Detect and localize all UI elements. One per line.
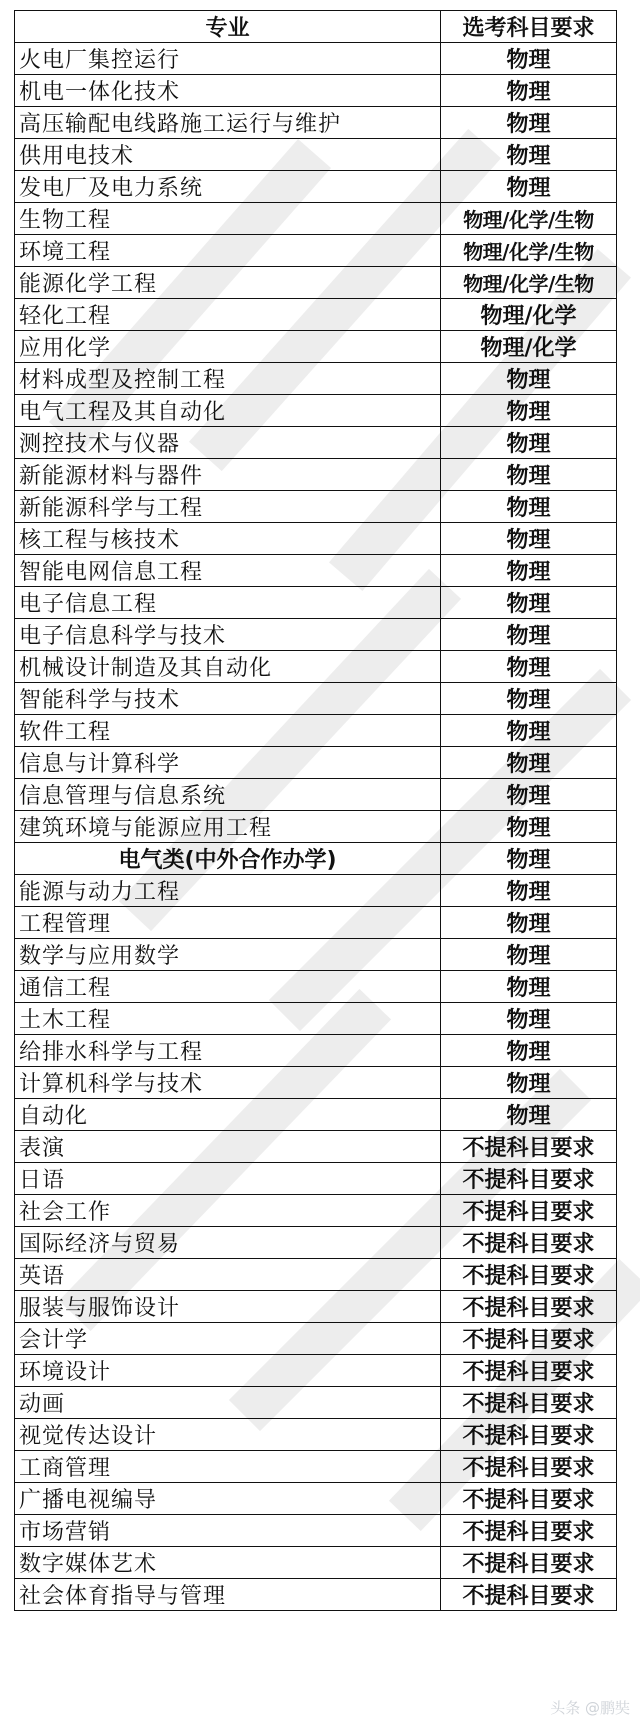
major-cell: 供用电技术 [15,139,441,171]
major-cell: 测控技术与仪器 [15,427,441,459]
major-cell: 生物工程 [15,203,441,235]
table-row [15,715,617,747]
major-cell: 国际经济与贸易 [15,1227,441,1259]
table-body [15,43,617,1611]
major-cell: 机电一体化技术 [15,75,441,107]
table-row [15,1323,617,1355]
table-row [15,1355,617,1387]
table-row [15,619,617,651]
requirement-cell: 物理 [441,75,617,107]
major-cell: 软件工程 [15,715,441,747]
table-header-row [15,11,617,43]
table-row [15,1291,617,1323]
major-cell: 工程管理 [15,907,441,939]
table-row [15,651,617,683]
major-cell: 火电厂集控运行 [15,43,441,75]
requirement-cell: 物理 [441,715,617,747]
table-row [15,395,617,427]
major-cell: 环境工程 [15,235,441,267]
major-cell: 新能源科学与工程 [15,491,441,523]
requirement-cell: 物理 [441,1099,617,1131]
requirement-cell: 不提科目要求 [441,1483,617,1515]
requirement-cell: 物理 [441,1067,617,1099]
major-cell: 数字媒体艺术 [15,1547,441,1579]
major-cell: 视觉传达设计 [15,1419,441,1451]
major-cell: 社会工作 [15,1195,441,1227]
major-cell: 核工程与核技术 [15,523,441,555]
table-row [15,523,617,555]
requirement-cell: 不提科目要求 [441,1163,617,1195]
requirement-cell: 物理/化学/生物 [441,235,617,267]
table-row [15,1259,617,1291]
table-row [15,939,617,971]
major-cell: 智能科学与技术 [15,683,441,715]
requirement-cell: 不提科目要求 [441,1323,617,1355]
table-row [15,363,617,395]
major-cell: 服装与服饰设计 [15,1291,441,1323]
requirement-cell: 物理 [441,459,617,491]
major-cell: 日语 [15,1163,441,1195]
table-row [15,139,617,171]
major-cell: 高压输配电线路施工运行与维护 [15,107,441,139]
table-row [15,779,617,811]
requirement-cell: 不提科目要求 [441,1131,617,1163]
major-cell: 信息管理与信息系统 [15,779,441,811]
major-cell: 数学与应用数学 [15,939,441,971]
requirement-cell: 不提科目要求 [441,1259,617,1291]
requirement-cell: 物理 [441,843,617,875]
major-cell: 给排水科学与工程 [15,1035,441,1067]
table-row [15,43,617,75]
table-row [15,331,617,363]
major-cell: 社会体育指导与管理 [15,1579,441,1611]
table-row [15,267,617,299]
table-row [15,1419,617,1451]
table-row [15,843,617,875]
major-cell: 新能源材料与器件 [15,459,441,491]
table-row [15,1067,617,1099]
major-cell: 材料成型及控制工程 [15,363,441,395]
major-cell: 电子信息工程 [15,587,441,619]
requirement-cell: 不提科目要求 [441,1291,617,1323]
table-row [15,491,617,523]
requirement-cell: 物理/化学/生物 [441,267,617,299]
header-major: 专业 [15,11,441,43]
requirement-cell: 物理 [441,651,617,683]
requirement-cell: 物理 [441,43,617,75]
table-row [15,555,617,587]
major-cell: 电气类(中外合作办学) [15,843,441,875]
requirement-cell: 物理 [441,811,617,843]
requirement-cell: 物理/化学/生物 [441,203,617,235]
requirement-cell: 物理/化学 [441,299,617,331]
table-row [15,1163,617,1195]
requirement-cell: 物理 [441,491,617,523]
table-row [15,811,617,843]
requirement-cell: 物理 [441,779,617,811]
table-row [15,235,617,267]
table-row [15,683,617,715]
requirement-cell: 不提科目要求 [441,1387,617,1419]
major-cell: 市场营销 [15,1515,441,1547]
major-cell: 发电厂及电力系统 [15,171,441,203]
requirement-cell: 物理 [441,971,617,1003]
requirement-cell: 物理 [441,619,617,651]
major-cell: 动画 [15,1387,441,1419]
requirement-cell: 物理 [441,395,617,427]
requirement-cell: 物理 [441,139,617,171]
table-row [15,875,617,907]
requirement-cell: 物理 [441,107,617,139]
requirement-cell: 不提科目要求 [441,1227,617,1259]
table-row [15,1131,617,1163]
table-row [15,171,617,203]
table-row [15,1099,617,1131]
table-row [15,1035,617,1067]
major-cell: 能源与动力工程 [15,875,441,907]
table-row [15,1195,617,1227]
table-row [15,747,617,779]
major-cell: 工商管理 [15,1451,441,1483]
major-cell: 能源化学工程 [15,267,441,299]
requirement-cell: 物理 [441,587,617,619]
major-cell: 通信工程 [15,971,441,1003]
major-cell: 会计学 [15,1323,441,1355]
requirement-cell: 不提科目要求 [441,1195,617,1227]
table-row [15,427,617,459]
requirement-cell: 不提科目要求 [441,1547,617,1579]
table-row [15,1387,617,1419]
requirement-cell: 物理 [441,171,617,203]
table-row [15,1451,617,1483]
header-requirement: 选考科目要求 [441,11,617,43]
major-cell: 轻化工程 [15,299,441,331]
requirement-cell: 不提科目要求 [441,1515,617,1547]
requirement-cell: 物理 [441,1035,617,1067]
table-row [15,971,617,1003]
major-cell: 信息与计算科学 [15,747,441,779]
requirement-cell: 不提科目要求 [441,1419,617,1451]
major-cell: 英语 [15,1259,441,1291]
major-cell: 自动化 [15,1099,441,1131]
requirement-cell: 不提科目要求 [441,1451,617,1483]
major-cell: 环境设计 [15,1355,441,1387]
requirement-cell: 物理 [441,939,617,971]
requirement-cell: 物理 [441,907,617,939]
table-row [15,587,617,619]
table-row [15,1515,617,1547]
major-cell: 土木工程 [15,1003,441,1035]
table-row [15,107,617,139]
requirement-cell: 物理 [441,747,617,779]
table-row [15,1003,617,1035]
table-row [15,459,617,491]
requirement-cell: 物理 [441,555,617,587]
major-cell: 机械设计制造及其自动化 [15,651,441,683]
major-cell: 表演 [15,1131,441,1163]
major-cell: 建筑环境与能源应用工程 [15,811,441,843]
requirement-cell: 不提科目要求 [441,1355,617,1387]
major-cell: 计算机科学与技术 [15,1067,441,1099]
major-cell: 电子信息科学与技术 [15,619,441,651]
credit-text: 头条 @鹏奘 [550,1699,630,1717]
requirement-cell: 不提科目要求 [441,1579,617,1611]
table-row [15,75,617,107]
table-row [15,1547,617,1579]
table-row [15,203,617,235]
table-row [15,1579,617,1611]
requirement-cell: 物理 [441,683,617,715]
requirement-cell: 物理 [441,875,617,907]
table-row [15,1227,617,1259]
table-row [15,1483,617,1515]
major-cell: 电气工程及其自动化 [15,395,441,427]
table-row [15,907,617,939]
requirement-cell: 物理 [441,523,617,555]
major-cell: 应用化学 [15,331,441,363]
requirement-cell: 物理 [441,363,617,395]
requirement-cell: 物理 [441,1003,617,1035]
requirement-cell: 物理 [441,427,617,459]
table-row [15,299,617,331]
major-cell: 智能电网信息工程 [15,555,441,587]
subject-requirements-table [14,10,617,1611]
major-cell: 广播电视编导 [15,1483,441,1515]
requirement-cell: 物理/化学 [441,331,617,363]
